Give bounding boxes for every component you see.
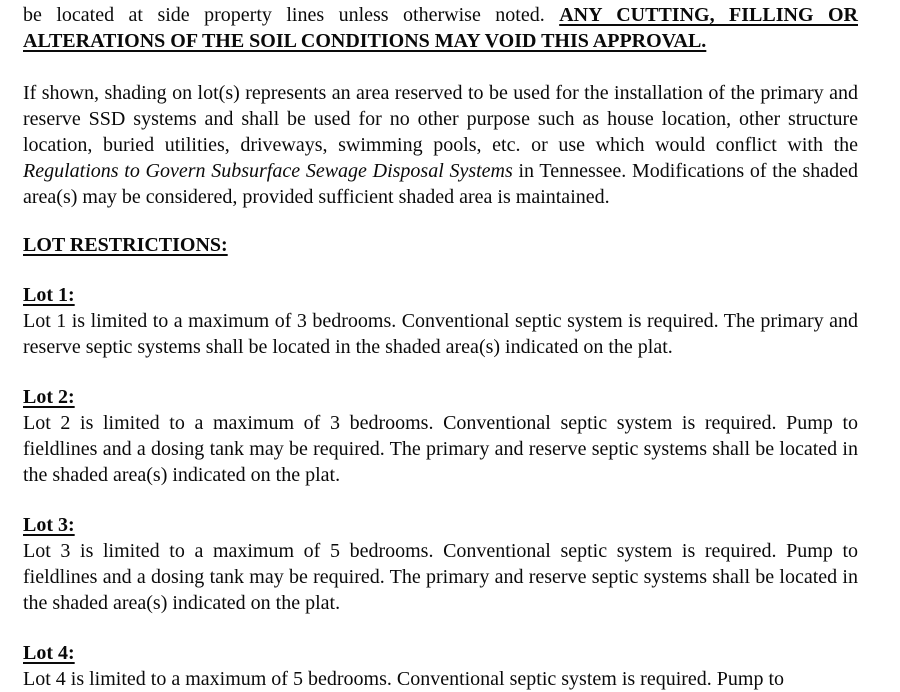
lot-4-heading [23,640,858,666]
lot-2-body: Lot 2 is limited to a maximum of 3 bedrooms. Conventional septic system is required. Pump to fieldlines and a dosing tank may be required. The primary and reserve septic systems shall be located in the shaded area(s) indicated on the plat. [23,412,858,486]
lot-3-heading [23,512,858,538]
lot-2-heading-text: Lot 2: [23,386,75,408]
lot-1-heading [23,282,858,308]
lot-4-heading-text: Lot 4: [23,642,75,664]
lot-1-body: Lot 1 is limited to a maximum of 3 bedrooms. Conventional septic system is required. The primary and reserve septic systems shall be located in the shaded area(s) indicated on the plat. [23,310,858,358]
lot-2-heading [23,384,858,410]
shading-text-after-italic: in Tennessee. Modifications of the shaded area(s) may be considered, provided sufficient shaded area is maintained. [23,160,858,208]
regulations-title-italic: Regulations to Govern Subsurface Sewage Disposal Systems [23,160,513,182]
lot-1-heading-text: Lot 1: [23,284,75,306]
shading-text-before-italic: If shown, shading on lot(s) represents an area reserved to be used for the installation of the primary and reserve SSD systems and shall be used for no other purpose such as house location, other structure location, buried utilities, driveways, swimming pools, etc. or use which would conflict with the [23,82,858,156]
lot-4-section [23,640,858,692]
lot-1-section [23,282,858,360]
soil-conditions-warning-text: ANY CUTTING, FILLING OR ALTERATIONS OF THE SOIL CONDITIONS MAY VOID THIS APPROVAL. [23,4,858,52]
shading-paragraph [23,80,858,210]
intro-paragraph [23,2,858,54]
lot-2-section [23,384,858,488]
lot-3-section [23,512,858,616]
lot-restrictions-heading: LOT RESTRICTIONS: [23,234,228,256]
lot-4-body: Lot 4 is limited to a maximum of 5 bedrooms. Conventional septic system is required. Pump to [23,668,785,690]
intro-regular-text: be located at side property lines unless otherwise noted. [23,4,560,26]
lot-3-heading-text: Lot 3: [23,514,75,536]
lot-3-body: Lot 3 is limited to a maximum of 5 bedrooms. Conventional septic system is required. Pump to fieldlines and a dosing tank may be required. The primary and reserve septic systems shall be located in the shaded area(s) indicated on the plat. [23,540,858,614]
